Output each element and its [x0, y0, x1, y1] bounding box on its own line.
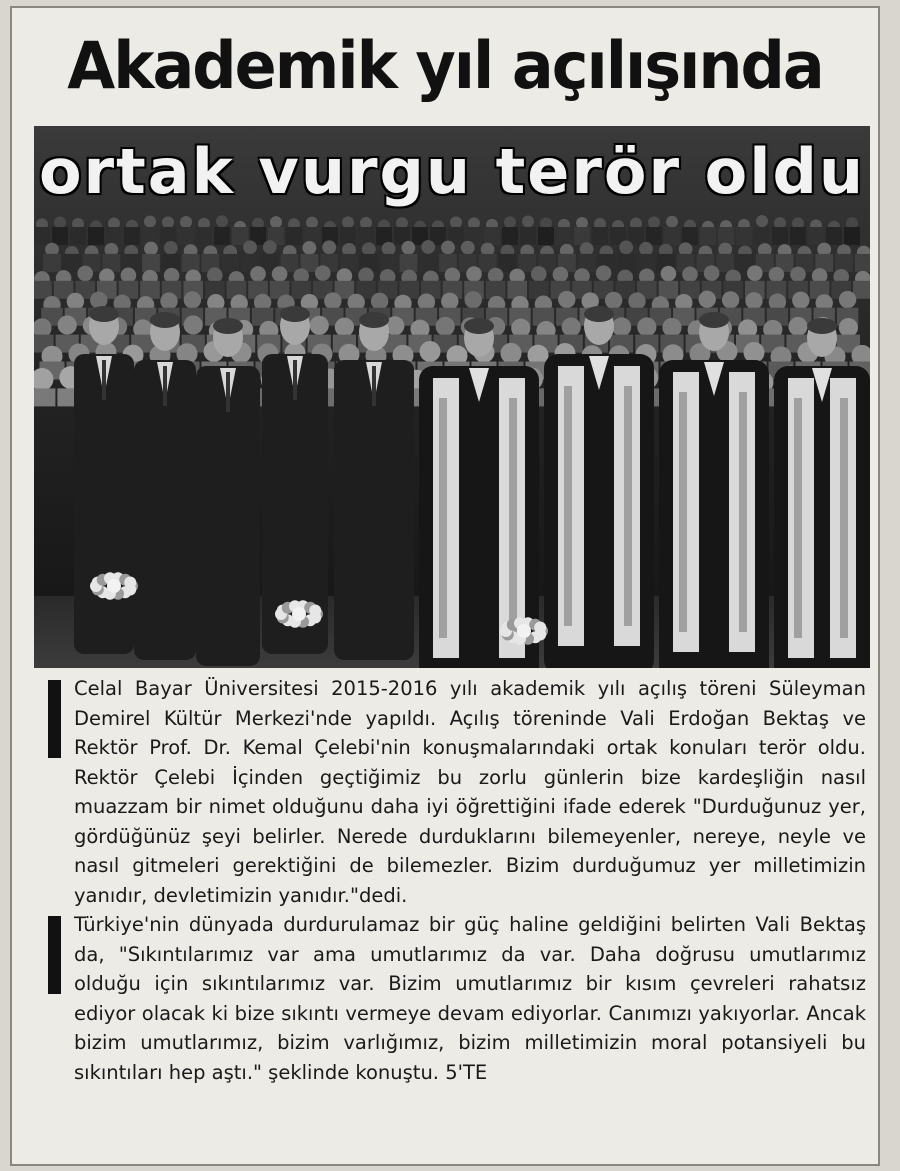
- ceremony-photo: [34, 126, 870, 668]
- article-paragraph-2: [36, 910, 866, 1087]
- paragraph-marker: [48, 680, 61, 758]
- headline-line-2: ortak vurgu terör oldu: [38, 135, 866, 208]
- headline-line-1: Akademik yıl açılışında: [67, 27, 823, 104]
- paragraph-2-text: Türkiye'nin dünyada durdurulamaz bir güç haline geldiğini belirten Vali Bektaş da, "Sıkıntılarımız var ama umutlarımız da var. Daha doğrusu umutlarımız olduğu için sıkıntılarımız var. Bizim umutlarımız bir kısım çevreleri rahatsız ediyor olacak ki bize sıkıntı vermeye devam ediyorlar. Canımızı yakıyorlar. Ancak bizim umutlarımız, bizim varlığımız, bizim milletimizin moral potansiyeli bu sıkıntıları hep aştı." şeklinde konuştu. 5'TE: [74, 913, 866, 1084]
- paragraph-1-text: Celal Bayar Üniversitesi 2015-2016 yılı akademik yılı açılış töreni Süleyman Demirel Kültür Merkezi'nde yapıldı. Açılış töreninde Vali Erdoğan Bektaş ve Rektör Prof. Dr. Kemal Çelebi'nin konuşmalarındaki ortak konuları terör oldu. Rektör Çelebi İçinden geçtiğimiz bu zorlu günlerin bize kardeşliğin nasıl muazzam bir nimet olduğunu daha iyi öğrettiğini ifade ederek "Durduğunuz yer, gördüğünüz şeyi belirler. Nerede durduklarını bilemeyenler, nereye, neyle ve nasıl gitmeleri gerektiğini de bilemezler. Bizim durduğumuz yer milletimizin yanıdır, devletimizin yanıdır."dedi.: [74, 677, 866, 907]
- article-body: [36, 674, 866, 1087]
- article-paragraph-1: [36, 674, 866, 910]
- paragraph-marker: [48, 916, 61, 994]
- newspaper-clipping: [10, 6, 880, 1166]
